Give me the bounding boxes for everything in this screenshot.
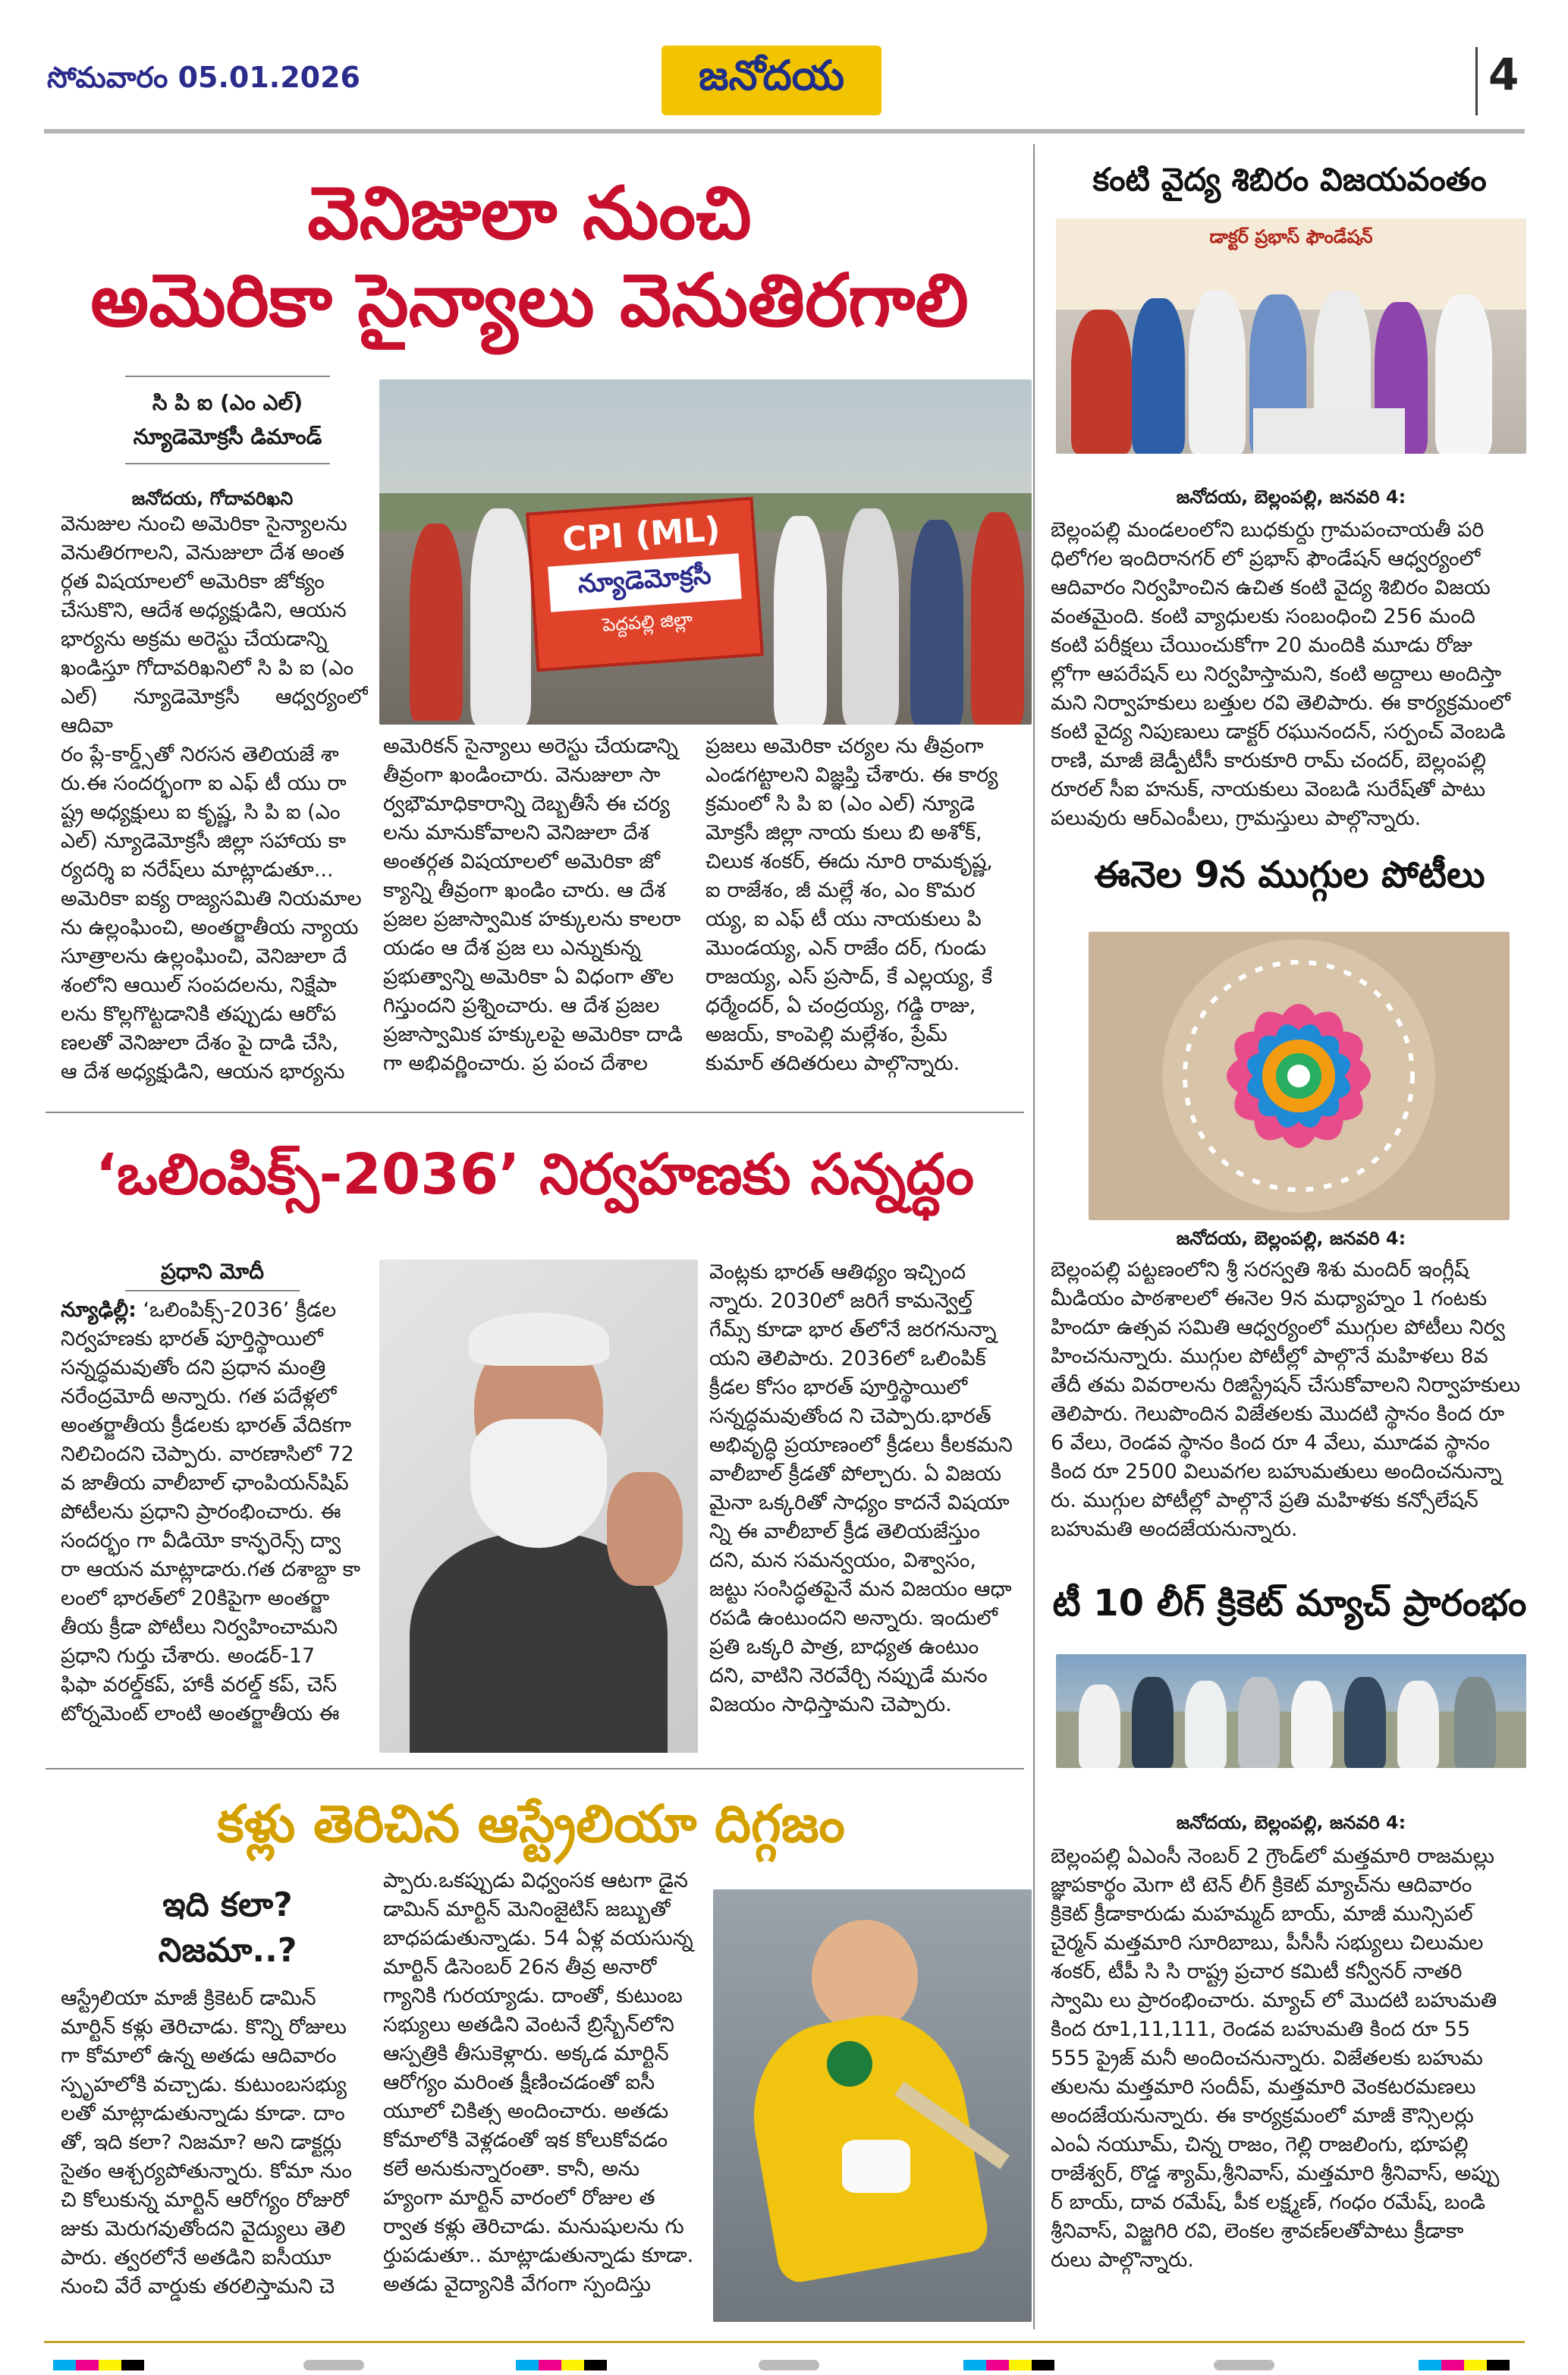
logo-text: జనోదయ bbox=[698, 51, 845, 99]
section-rule bbox=[46, 1112, 1024, 1113]
australia-subhead-2: నిజమా..? bbox=[158, 1931, 297, 1970]
cpi-ml-banner bbox=[526, 497, 764, 672]
protest-person bbox=[971, 512, 1024, 725]
t10-person bbox=[1079, 1685, 1120, 1768]
banner-text-2: న్యూడెమోక్రసీ bbox=[548, 553, 742, 612]
australia-headline: కళ్లు తెరిచిన ఆస్ట్రేలియా దిగ్గజం bbox=[217, 1795, 845, 1854]
registration-mark bbox=[1214, 2360, 1274, 2370]
t10-headline: టీ 10 లీగ్ క్రికెట్ మ్యాచ్ ప్రారంభం bbox=[1052, 1582, 1527, 1625]
olympics-column-1 bbox=[61, 1296, 372, 1751]
color-registration-bar bbox=[516, 2360, 607, 2370]
protest-person bbox=[910, 520, 963, 725]
eye-camp-banner-text: డాక్టర్ ప్రభాస్ ఫౌండేషన్ bbox=[1209, 226, 1373, 247]
protest-person bbox=[410, 524, 463, 721]
t10-person bbox=[1344, 1677, 1386, 1768]
registration-mark bbox=[303, 2360, 364, 2370]
venezuela-headline-line1: వెనిజులా నుంచి bbox=[307, 171, 752, 256]
cricket-opening-photo bbox=[1056, 1654, 1526, 1768]
banner-text-3: పెద్దపల్లి జిల్లా bbox=[602, 608, 693, 636]
t10-person bbox=[1397, 1681, 1439, 1768]
section-rule bbox=[46, 1768, 1024, 1769]
venezuela-column-1: వెనుజుల నుంచి అమెరికా సైన్యాలను వెనుతిరగాలని, వెనుజులా దేశ అంత ర్గత విషయాలలో అమెరికా జోక్యం చేసుకొని, ఆదేశ అధ్యక్షుడిని, ఆయన భార్యను అక్రమ అరెస్టు చేయడాన్ని ఖండిస్తూ గోదావరిఖనిలో సి పి ఐ (ఎం ఎల్) న్యూడెమోక్రసీ ఆధ్వర్యంలో ఆదివా రం ప్లే-కార్డ్స్‌తో నిరసన తెలియజే శా రు.ఈ సందర్భంగా ఐ ఎఫ్ టీ యు రా ష్ట్ర అధ్యక్షులు ఐ కృష్ణ, సి పి ఐ (ఎం ఎల్) న్యూడెమోక్రసీ జిల్లా సహాయ కా ర్యదర్శి ఐ నరేష్‌లు మాట్లాడుతూ... అమెరికా ఐక్య రాజ్యసమితి నియమాల ను ఉల్లంఘించి, అంతర్జాతీయ న్యాయ సూత్రాలను ఉల్లంఘించి, వెనిజులా దే శంలోని ఆయిల్ సంపదలను, నిక్షేపా లను కొల్లగొట్టడానికి తప్పుడు ఆరోప ణలతో వెనిజులా దేశం పై దాడి చేసి, ఆ దేశ అధ్యక్షుడిని, ఆయన భార్యను bbox=[61, 512, 368, 1084]
protest-person bbox=[470, 508, 531, 725]
t10-person bbox=[1132, 1677, 1174, 1768]
australia-subhead-1: ఇది కలా? bbox=[162, 1886, 293, 1924]
olympics-subhead: ప్రధాని మోదీ bbox=[161, 1259, 264, 1284]
t10-person bbox=[1185, 1681, 1227, 1768]
color-registration-bar bbox=[1419, 2360, 1510, 2370]
color-registration-bar bbox=[53, 2360, 144, 2370]
rangoli-art bbox=[1089, 932, 1510, 1220]
eye-camp-photo bbox=[1056, 219, 1526, 454]
modi-hair bbox=[469, 1313, 609, 1366]
kanti-body: బెల్లంపల్లి మండలంలోని బుధకుర్దు గ్రామపంచాయతీ పరి ధిలోగల ఇందిరానగర్ లో ప్రభాస్ ఫౌండేషన్ ఆధ్వర్యంలో ఆదివారం నిర్వహించిన ఉచిత కంటి వైద్య శిబిరం విజయ వంతమైంది. కంటి వ్యాధులకు సంబంధించి 256 మంది కంటి పరీక్షలు చేయించుకోగా 20 మందికి మూడు రోజు ల్లోగా ఆపరేషన్ లు నిర్వహిస్తామని, కంటి అద్దాలు అందిస్తా మని నిర్వాహకులు బత్తుల రవి తెలిపారు. ఈ కార్యక్రమంలో కంటి వైద్య నిపుణులు డాక్టర్ రఘునందన్, సర్పంచ్ వెంబడి రాణి, మాజీ జెడ్పీటీసీ కారుకూరి రామ్ చందర్, బెల్లంపల్లి రూరల్ సీఐ హనుక్, నాయకులు వెంబడి సురేష్‌తో పాటు పలువురు ఆర్ఎంపీలు, గ్రామస్తులు పాల్గొన్నారు. bbox=[1051, 518, 1510, 830]
page-number: 4 bbox=[1488, 49, 1519, 100]
t10-person bbox=[1291, 1681, 1333, 1768]
masthead-divider bbox=[1475, 47, 1478, 115]
color-registration-bar bbox=[963, 2360, 1054, 2370]
muggulu-body: బెల్లంపల్లి పట్టణంలోని శ్రీ సరస్వతి శిశు మందిర్ ఇంగ్లీష్ మీడియం పాఠశాలలో ఈనెల 9న మధ్యాహ్నం 1 గంటకు హిందూ ఉత్సవ సమితి ఆధ్వర్యంలో ముగ్గుల పోటీలు నిర్వ హించనున్నారు. ముగ్గుల పోటీల్లో పాల్గొనే మహిళలు 8వ తేదీ తమ వివరాలను రిజిస్ట్రేషన్ చేసుకోవాలని నిర్వాహకులు తెలిపారు. గెలుపొందిన విజేతలకు మొదటి స్థానం కింద రూ 6 వేలు, రెండవ స్థానం కింద రూ 4 వేలు, మూడవ స్థానం కింద రూ 2500 విలువగల బహుమతులు అందించనున్నా రు. ముగ్గుల పోటీల్లో పాల్గొనే ప్రతి మహిళకు కన్సోలేషన్ బహుమతి అందజేయనున్నారు. bbox=[1051, 1258, 1521, 1541]
venezuela-column-3: ప్రజలు అమెరికా చర్యల ను తీవ్రంగా ఎండగట్టాలని విజ్ఞప్తి చేశారు. ఈ కార్య క్రమంలో సి పి ఐ (ఎం ఎల్) న్యూడె మోక్రసీ జిల్లా నాయ కులు బి అశోక్, చిలుక శంకర్, ఈదు నూరి రామకృష్ణ, ఐ రాజేశం, జీ మల్లే శం, ఎం కొమర య్య, ఐ ఎఫ్ టీ యు నాయకులు పి మొండయ్య, ఎన్ రాజేం దర్, గుండు రాజయ్య, ఎస్ ప్రసాద్, కే ఎల్లయ్య, కే ధర్మేందర్, ఏ చంద్రయ్య, గడ్డి రాజు, అజయ్, కాంపెల్లి మల్లేశం, ప్రేమ్ కుమార్ తదితరులు పాల్గొన్నారు. bbox=[705, 735, 998, 1075]
protest-person bbox=[842, 508, 899, 725]
camp-person bbox=[1071, 310, 1132, 454]
venezuela-subhead-1: సి పి ఐ (ఎం ఎల్) bbox=[152, 390, 303, 415]
t10-dateline: జనోదయ, బెల్లంపల్లి, జనవరి 4: bbox=[1176, 1812, 1406, 1833]
olympics-col1-text: ‘ఒలింపిక్స్-2036’ క్రీడల నిర్వహణకు భారత్ పూర్తిస్థాయిలో సన్నద్ధమవుతోం దని ప్రధాన మంత్రి నరేంద్రమోదీ అన్నారు. గత పదేళ్లలో అంతర్జాతీయ క్రీడలకు భారత్ వేదికగా నిలిచిందని చెప్పారు. వారణాసిలో 72 వ జాతీయ వాలీబాల్ ఛాంపియన్‌షిప్ పోటీలను ప్రధాని ప్రారంభించారు. ఈ సందర్భం గా వీడియో కాన్ఫరెన్స్ ద్వా రా ఆయన మాట్లాడారు.గత దశాబ్దా కా లంలో భారత్‌లో 20కిపైగా అంతర్జా తీయ క్రీడా పోటీలు నిర్వహించామని ప్రధాని గుర్తు చేశారు. అండర్-17 ఫిఫా వరల్డ్‌కప్, హాకీ వరల్డ్ కప్, చెస్ టోర్నమెంట్ లాంటి అంతర్జాతీయ ఈ bbox=[61, 1298, 361, 1725]
camp-person bbox=[1132, 298, 1185, 454]
cricketer-logo bbox=[827, 2041, 872, 2087]
t10-body: బెల్లంపల్లి ఏఎంసీ నెంబర్ 2 గ్రౌండ్‌లో మత్తమారి రాజమల్లు జ్ఞాపకార్థం మెగా టి టెన్ లీగ్ క్రికెట్ మ్యాచ్‌ను ఆదివారం క్రికెట్ క్రీడాకారుడు మహమ్మద్ బాయ్, మాజీ మున్సిపల్ చైర్మన్ మత్తమారి సూరిబాబు, పీసీసీ సభ్యులు చిలుమల శంకర్, టీపీ సి సి రాష్ట్ర ప్రచార కమిటీ కన్వీనర్ నాతరి స్వామి లు ప్రారంభించారు. మ్యాచ్ లో మొదటి బహుమతి కింద రూ1,11,111, రెండవ బహుమతి కింద రూ 55 555 ప్రైజ్ మనీ అందించనున్నారు. విజేతలకు బహుమ తులను మత్తమారి సందీప్, మత్తమారి వెంకటరమణలు అందజేయనున్నారు. ఈ కార్యక్రమంలో మాజీ కౌన్సిలర్లు ఎంఏ నయూమ్, చిన్న రాజం, గెల్లి రాజలింగు, భూపల్లి రాజేశ్వర్, రొడ్డ శ్యామ్,శ్రీనివాస్, మత్తమారి శ్రీనివాస్, అప్పు ర్ బాయ్, దావ రమేష్, పీక లక్ష్మణ్, గంధం రమేష్, బండి శ్రీనివాస్, విజ్జగిరి రవి, లెంకల శ్రావణ్‌లతోపాటు క్రీడాకా రులు పాల్గొన్నారు. bbox=[1051, 1845, 1500, 2272]
t10-person bbox=[1238, 1677, 1280, 1768]
masthead-date: సోమవారం 05.01.2026 bbox=[47, 61, 360, 94]
protest-person bbox=[774, 516, 827, 725]
sub-rule-bottom bbox=[125, 463, 330, 464]
column-divider bbox=[1033, 144, 1035, 2329]
australia-column-2: ప్పారు.ఒకప్పుడు విధ్వంసక ఆటగా డైన డామిన్ మార్టిన్ మెనింజైటిస్ జబ్బుతో బాధపడుతున్నాడు. 54 ఏళ్ల వయసున్న మార్టిన్ డిసెంబర్ 26న తీవ్ర అనారో గ్యానికి గురయ్యాడు. దాంతో, కుటుంబ సభ్యులు అతడిని వెంటనే బ్రిస్బేన్‌లోని ఆస్పత్రికి తీసుకెళ్లారు. అక్కడ మార్టిన్ ఆరోగ్యం మరింత క్షీణించడంతో ఐసీ యూలో చికిత్స అందించారు. అతడు కోమాలోకి వెళ్లడంతో ఇక కోలుకోవడం కలే అనుకున్నారంతా. కానీ, అను హ్యంగా మార్టిన్ వారంలో రోజుల త ర్వాత కళ్లు తెరిచాడు. మనుషులను గు ర్తుపడుతూ.. మాట్లాడుతున్నాడు కూడా. అతడు వైద్యానికి వేగంగా స్పందిస్తు bbox=[383, 1869, 694, 2296]
footer-rule bbox=[44, 2341, 1525, 2343]
olympics-lead: న్యూఢిల్లీ: bbox=[61, 1298, 137, 1322]
camp-table bbox=[1253, 408, 1405, 454]
batting-gloves bbox=[842, 2140, 910, 2193]
olympics-headline: ‘ఒలింపిక్స్-2036’ నిర్వహణకు సన్నద్ధం bbox=[95, 1142, 975, 1207]
newspaper-logo bbox=[661, 46, 881, 115]
protest-photo bbox=[379, 379, 1032, 725]
muggulu-headline: ఈనెల 9న ముగ్గుల పోటీలు bbox=[1094, 854, 1485, 896]
sub-rule-top bbox=[125, 376, 330, 377]
australia-column-1: ఆస్ట్రేలియా మాజీ క్రికెటర్ డామిన్ మార్టిన్ కళ్లు తెరిచాడు. కొన్ని రోజులు గా కోమాలో ఉన్న అతడు ఆదివారం స్పృహలోకి వచ్చాడు. కుటుంబసభ్యు లతో మాట్లాడుతున్నాడు కూడా. దాం తో, ఇది కలా? నిజమా? అని డాక్టర్లు సైతం ఆశ్చర్యపోతున్నారు. కోమా నుం చి కోలుకున్న మార్టిన్ ఆరోగ్యం రోజురో జుకు మెరుగవుతోందని వైద్యులు తెలి పారు. త్వరలోనే అతడిని ఐసీయూ నుంచి వేరే వార్డుకు తరలిస్తామని చె bbox=[61, 1987, 352, 2298]
venezuela-subhead-2: న్యూడెమోక్రసీ డిమాండ్ bbox=[133, 424, 322, 449]
modi-beard bbox=[470, 1419, 607, 1548]
muggulu-dateline: జనోదయ, బెల్లంపల్లి, జనవరి 4: bbox=[1176, 1228, 1406, 1249]
venezuela-column-2: అమెరికన్ సైన్యాలు అరెస్టు చేయడాన్ని తీవ్రంగా ఖండించారు. వెనుజులా సా ర్వభౌమాధికారాన్ని దెబ్బతీసే ఈ చర్య లను మానుకోవాలని వెనిజులా దేశ అంతర్గత విషయాలలో అమెరికా జో క్యాన్ని తీవ్రంగా ఖండిం చారు. ఆ దేశ ప్రజల ప్రజాస్వామిక హక్కులను కాలరా యడం ఆ దేశ ప్రజ లు ఎన్నుకున్న ప్రభుత్వాన్ని అమెరికా ఏ విధంగా తొల గిస్తుందని ప్రశ్నించారు. ఆ దేశ ప్రజల ప్రజాస్వామిక హక్కులపై అమెరికా దాడి గా అభివర్ణించారు. ప్ర పంచ దేశాల bbox=[383, 735, 683, 1075]
masthead-rule bbox=[44, 129, 1525, 134]
modi-hand bbox=[607, 1472, 683, 1586]
kanti-headline: కంటి వైద్య శిబిరం విజయవంతం bbox=[1092, 161, 1487, 198]
olympics-column-2: వెంట్లకు భారత్ ఆతిథ్యం ఇచ్చింద న్నారు. 2030లో జరిగే కామన్వెల్త్ గేమ్స్ కూడా భార త్‌లోనే జరగనున్నా యని తెలిపారు. 2036లో ఒలింపిక్ క్రీడల కోసం భారత్ పూర్తిస్థాయిలో సన్నద్ధమవుతోంద ని చెప్పారు.భారత్ అభివృద్ధి ప్రయాణంలో క్రీడలు కీలకమని వాలీబాల్ క్రీడతో పోల్చారు. ఏ విజయ మైనా ఒక్కరితో సాధ్యం కాదనే విషయా న్ని ఈ వాలీబాల్ క్రీడ తెలియజేస్తుం దని, మన సమన్వయం, విశ్వాసం, జట్టు సంసిద్ధతపైనే మన విజయం ఆధా రపడి ఉంటుందని అన్నారు. ఇందులో ప్రతి ఒక్కరి పాత్ర, బాధ్యత ఉంటుం దని, వాటిని నెరవేర్చి నప్పుడే మనం విజయం సాధిస్తామని చెప్పారు. bbox=[709, 1260, 1013, 1716]
damien-martyn-photo bbox=[713, 1889, 1032, 2322]
registration-mark bbox=[759, 2360, 819, 2370]
t10-person bbox=[1454, 1677, 1496, 1768]
venezuela-headline-line2: అమెరికా సైన్యాలు వెనుతిరగాలి bbox=[90, 258, 969, 343]
rangoli-photo bbox=[1089, 932, 1510, 1220]
modi-photo bbox=[379, 1260, 698, 1753]
camp-person bbox=[1435, 294, 1492, 454]
kanti-dateline: జనోదయ, బెల్లంపల్లి, జనవరి 4: bbox=[1176, 486, 1406, 508]
sub-rule bbox=[125, 1290, 300, 1291]
camp-person bbox=[1189, 291, 1246, 454]
venezuela-dateline: జనోదయ, గోదావరిఖని bbox=[131, 488, 294, 509]
banner-text-1: CPI (ML) bbox=[561, 509, 722, 560]
